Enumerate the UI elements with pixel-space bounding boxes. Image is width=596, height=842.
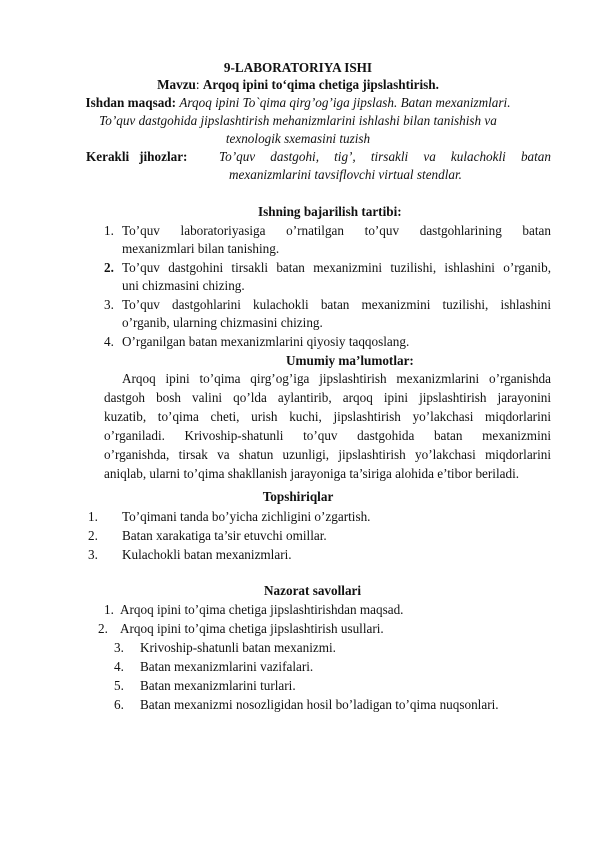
general-line-2: dastgoh bosh valini qo’lda aylantirib, arqoq ipini jipslashtirish jarayonini — [104, 390, 551, 405]
task-3-text: Kulachokli batan mexanizmlari. — [122, 547, 292, 562]
order-item-2-line-2: uni chizmasini chizing. — [122, 278, 245, 293]
aim-text-1: Arqoq ipini To`qima qirg’og’iga jipslash. Batan mexanizmlari. — [179, 95, 511, 110]
task-1-text: To’qimani tanda bo’yicha zichligini o’zgartish. — [122, 509, 371, 524]
general-line-6: aniqlab, ularni to’qima shakllanish jarayoniga ta’siriga alohida e’tibor beriladi. — [104, 466, 520, 481]
page-title: 9-LABORATORIYA ISHI — [223, 60, 373, 75]
questions-heading: Nazorat savollari — [264, 583, 362, 598]
equipment-text-1: To’quv dastgohi, tig’, tirsakli va kulachokli batan — [219, 149, 551, 164]
general-line-5: o’rganishda, tirsak va shatun uzunligi, jipslashtirish yo’lakchasi miqdorlarini — [104, 447, 551, 462]
question-3-text: Krivoship-shatunli batan mexanizmi. — [140, 640, 336, 655]
question-1-text: Arqoq ipini to’qima chetiga jipslashtirishdan maqsad. — [120, 602, 404, 617]
question-3-num: 3. — [114, 640, 124, 655]
order-heading: Ishning bajarilish tartibi: — [258, 204, 402, 219]
equipment-label: Kerakli jihozlar: — [86, 149, 188, 164]
topic-colon: : — [195, 77, 200, 92]
question-2-text: Arqoq ipini to’qima chetiga jipslashtirish usullari. — [120, 621, 384, 636]
tasks-heading: Topshiriqlar — [262, 489, 334, 504]
question-5-text: Batan mexanizmlarini turlari. — [140, 678, 296, 693]
question-6-text: Batan mexanizmi nosozligidan hosil bo’ladigan to’qima nuqsonlari. — [140, 697, 499, 712]
order-item-1-line-2: mexanizmlari bilan tanishing. — [122, 241, 280, 256]
aim-label: Ishdan maqsad: — [85, 95, 177, 110]
question-5-num: 5. — [114, 678, 124, 693]
order-item-2-line-1: To’quv dastgohini tirsakli batan mexanizmini tuzilishi, ishlashini o’rganib, — [122, 260, 551, 275]
aim-line-1 — [0, 94, 596, 111]
order-item-3-num: 3. — [104, 297, 114, 312]
general-heading: Umumiy ma’lumotlar: — [286, 353, 414, 368]
general-line-4: o’rganiladi. Krivoship-shatunli to’quv dastgohida batan mexanizmini — [104, 428, 551, 443]
topic-line — [0, 76, 596, 93]
order-item-1-line-1: To’quv laboratoriyasiga o’rnatilgan to’quv dastgohlarining batan — [122, 223, 551, 238]
order-item-2-num: 2. — [104, 260, 114, 275]
task-1-num: 1. — [88, 509, 98, 524]
general-line-3: kuzatib, to’qima cheti, urish kuchi, jipslashtirish yo’lakchasi miqdorlarini — [104, 409, 551, 424]
question-1-num: 1. — [104, 602, 114, 617]
question-4-text: Batan mexanizmlarini vazifalari. — [140, 659, 314, 674]
order-item-1-num: 1. — [104, 223, 114, 238]
order-item-3-line-1: To’quv dastgohlarini kulachokli batan mexanizmini tuzilishi, ishlashini — [122, 297, 551, 312]
aim-text-2: To’quv dastgohida jipslashtirish mehanizmlarini ishlashi bilan tanishish va — [99, 113, 497, 128]
general-line-1: Arqoq ipini to’qima qirg’og’iga jipslashtirish mexanizmlarini o’rganishda — [122, 371, 551, 386]
task-3-num: 3. — [88, 547, 98, 562]
order-item-4-line-1: O’rganilgan batan mexanizmlarini qiyosiy taqqoslang. — [122, 334, 410, 349]
equipment-text-2: mexanizmlarini tavsiflovchi virtual stendlar. — [229, 167, 462, 182]
question-2-num: 2. — [98, 621, 108, 636]
task-2-num: 2. — [88, 528, 98, 543]
question-6-num: 6. — [114, 697, 124, 712]
question-4-num: 4. — [114, 659, 124, 674]
topic-text: Arqoq ipini to‘qima chetiga jipslashtirish. — [202, 77, 439, 92]
aim-text-3: texnologik sxemasini tuzish — [225, 131, 371, 146]
topic-label: Mavzu — [157, 77, 196, 92]
order-item-4-num: 4. — [104, 334, 114, 349]
task-2-text: Batan xarakatiga ta’sir etuvchi omillar. — [122, 528, 327, 543]
order-item-3-line-2: o’rganib, ularning chizmasini chizing. — [122, 315, 323, 330]
